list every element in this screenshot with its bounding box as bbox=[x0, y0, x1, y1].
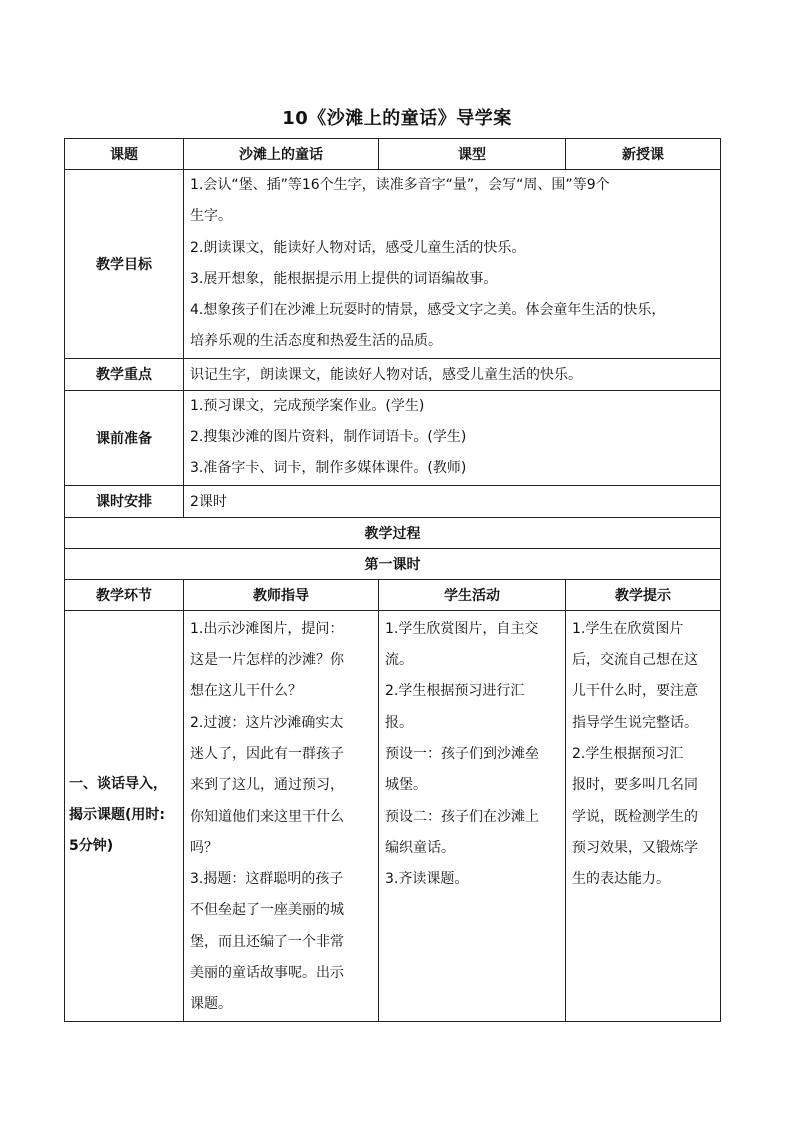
column-header-tips: 教学提示 bbox=[566, 579, 721, 610]
teacher-line: 2.过渡：这片沙滩确实太 bbox=[190, 714, 344, 731]
schedule-row bbox=[65, 485, 721, 517]
header-type-value: 新授课 bbox=[566, 139, 721, 170]
teacher-line: 堡，而且还编了一个非常 bbox=[190, 933, 344, 950]
student-line: 编织童话。 bbox=[385, 839, 455, 856]
student-line: 预设一：孩子们到沙滩垒 bbox=[385, 745, 539, 762]
schedule-text: 2课时 bbox=[184, 485, 721, 517]
objective-line: 3.展开想象，能根据提示用上提供的词语编故事。 bbox=[190, 270, 498, 287]
preparation-content bbox=[184, 390, 721, 485]
teacher-line: 迷人了，因此有一群孩子 bbox=[190, 745, 344, 762]
section1-student bbox=[379, 610, 566, 1021]
teacher-line: 课题。 bbox=[190, 996, 232, 1013]
preparation-line: 3.准备字卡、词卡，制作多媒体课件。(教师) bbox=[190, 460, 467, 477]
key-points-text: 识记生字，朗读课文，能读好人物对话，感受儿童生活的快乐。 bbox=[184, 358, 721, 390]
preparation-label: 课前准备 bbox=[65, 390, 184, 485]
teacher-line: 吗？ bbox=[190, 839, 218, 856]
tips-line: 预习效果，又锻炼学 bbox=[572, 839, 698, 856]
student-line: 城堡。 bbox=[385, 777, 427, 794]
tips-line: 指导学生说完整话。 bbox=[572, 714, 698, 731]
header-type-label: 课型 bbox=[379, 139, 566, 170]
lesson-row bbox=[65, 548, 721, 579]
header-topic-value: 沙滩上的童话 bbox=[184, 139, 379, 170]
teacher-line: 来到了这儿，通过预习， bbox=[190, 777, 344, 794]
objectives-label: 教学目标 bbox=[65, 170, 184, 359]
teacher-line: 不但垒起了一座美丽的城 bbox=[190, 902, 344, 919]
section1-tips bbox=[566, 610, 721, 1021]
student-line: 3.齐读课题。 bbox=[385, 871, 469, 888]
lesson-plan-table bbox=[64, 138, 721, 1022]
objective-line: 生字。 bbox=[190, 208, 232, 225]
teacher-line: 你知道他们来这里干什么 bbox=[190, 808, 344, 825]
teacher-line: 这是一片怎样的沙滩？你 bbox=[190, 652, 344, 669]
teacher-line: 3.揭题：这群聪明的孩子 bbox=[190, 871, 344, 888]
objectives-content bbox=[184, 170, 721, 359]
preparation-line: 1.预习课文，完成预学案作业。(学生) bbox=[190, 397, 425, 414]
column-header-row bbox=[65, 579, 721, 610]
objective-line: 1.会认“堡、插”等16个生字，读准多音字“量”，会写“周、围”等9个 bbox=[190, 177, 610, 193]
section1-label-line: 5分钟) bbox=[69, 838, 114, 855]
section1-label bbox=[65, 610, 184, 1021]
column-header-teacher: 教师指导 bbox=[184, 579, 379, 610]
section1-label-line: 一、谈话导入， bbox=[69, 775, 167, 792]
tips-line: 1.学生在欣赏图片 bbox=[572, 620, 684, 637]
key-points-label: 教学重点 bbox=[65, 358, 184, 390]
key-points-row bbox=[65, 358, 721, 390]
column-header-student: 学生活动 bbox=[379, 579, 566, 610]
tips-line: 儿干什么时，要注意 bbox=[572, 683, 698, 700]
section1-teacher bbox=[184, 610, 379, 1021]
objective-line: 2.朗读课文，能读好人物对话，感受儿童生活的快乐。 bbox=[190, 239, 526, 256]
tips-line: 2.学生根据预习汇 bbox=[572, 745, 684, 762]
objective-line: 培养乐观的生活态度和热爱生活的品质。 bbox=[190, 333, 442, 350]
objectives-row bbox=[65, 170, 721, 359]
column-header-stage: 教学环节 bbox=[65, 579, 184, 610]
section1-row bbox=[65, 610, 721, 1021]
tips-line: 后，交流自己想在这 bbox=[572, 652, 698, 669]
tips-line: 报时，要多叫几名同 bbox=[572, 777, 698, 794]
student-line: 流。 bbox=[385, 652, 413, 669]
student-line: 2.学生根据预习进行汇 bbox=[385, 683, 525, 700]
preparation-row bbox=[65, 390, 721, 485]
lesson-heading: 第一课时 bbox=[65, 548, 721, 579]
tips-line: 学说，既检测学生的 bbox=[572, 808, 698, 825]
preparation-line: 2.搜集沙滩的图片资料，制作词语卡。(学生) bbox=[190, 429, 467, 446]
header-row bbox=[65, 139, 721, 170]
student-line: 预设二：孩子们在沙滩上 bbox=[385, 808, 539, 825]
objective-line: 4.想象孩子们在沙滩上玩耍时的情景，感受文字之美。体会童年生活的快乐， bbox=[190, 302, 666, 319]
teacher-line: 想在这儿干什么？ bbox=[190, 683, 302, 700]
process-heading: 教学过程 bbox=[65, 517, 721, 548]
schedule-label: 课时安排 bbox=[65, 485, 184, 517]
header-topic-label: 课题 bbox=[65, 139, 184, 170]
process-heading-row bbox=[65, 517, 721, 548]
student-line: 报。 bbox=[385, 714, 413, 731]
tips-line: 生的表达能力。 bbox=[572, 871, 670, 888]
teacher-line: 美丽的童话故事呢。出示 bbox=[190, 965, 344, 982]
teacher-line: 1.出示沙滩图片，提问： bbox=[190, 620, 344, 637]
student-line: 1.学生欣赏图片，自主交 bbox=[385, 620, 539, 637]
section1-label-line: 揭示课题(用时: bbox=[69, 807, 165, 824]
document-title: 10《沙滩上的童话》导学案 bbox=[282, 108, 512, 129]
